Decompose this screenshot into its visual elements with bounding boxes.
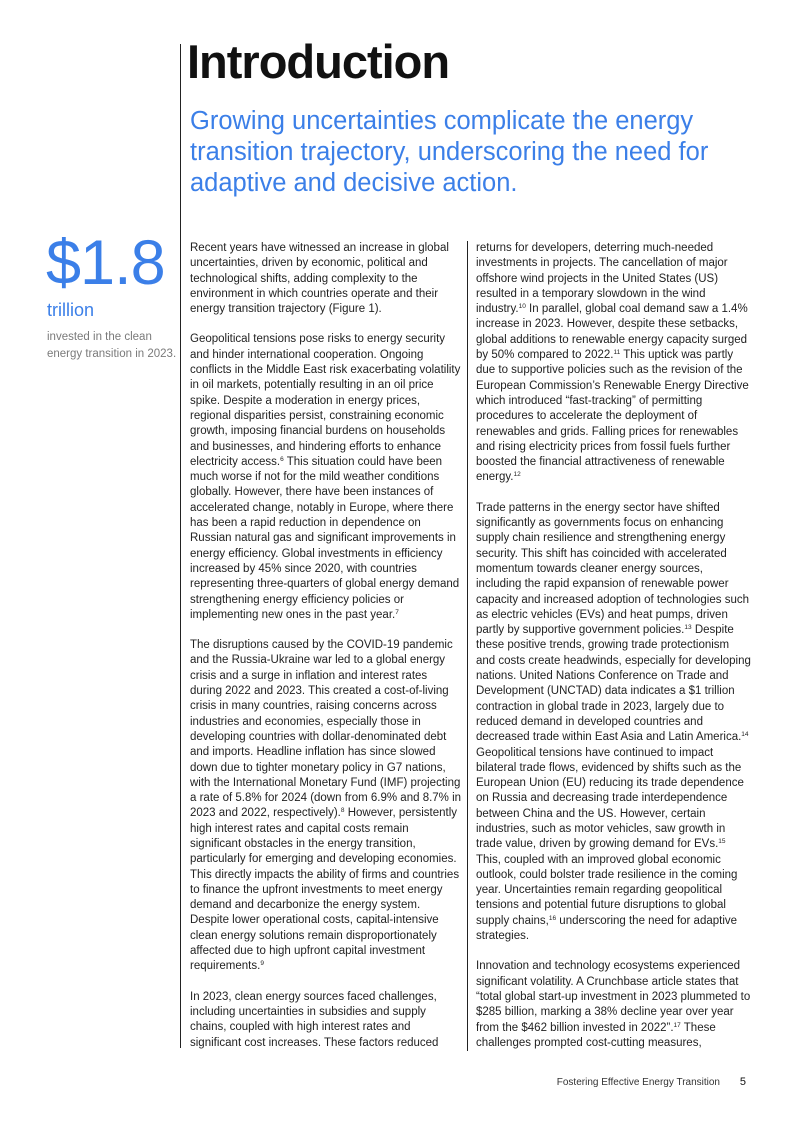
- page-title: Introduction: [187, 35, 450, 88]
- footer-title: Fostering Effective Energy Transition: [556, 1077, 720, 1088]
- paragraph: Geopolitical tensions pose risks to energy security and hinder international cooperation. Ongoing conflicts in the Middle East risk exacerbating volatility in oil markets, potentially resulting in an oil price spike. Despite a moderation in energy prices, regional disparities persist, constraining economic growth, imposing financial burdens on households and businesses, and hindering efforts to enhance electricity access.$^6$ This situation could have been much worse if not for the mild weather conditions globally. However, there have been instances of accelerated change, notably in Europe, where there has been a rapid reduction in dependence on Russian natural gas and significant improvements in energy efficiency. Global investments in efficiency increased by 45% since 2020, with countries representing three-quarters of global energy demand strengthening energy efficiency policies or implementing new ones in the past year.$^7$: [190, 333, 461, 621]
- stat-value: $1.8: [46, 228, 165, 298]
- footnote-ref[interactable]: 8: [340, 807, 345, 815]
- footnote-ref[interactable]: 17: [673, 1021, 681, 1029]
- paragraph: returns for developers, deterring much-needed investments in projects. The cancellation of major offshore wind projects in the United States (US) resulted in a temporary slowdown in the wind industry.$^{10}$ In parallel, global coal demand saw a 1.4% increase in 2023. However, despite these setbacks, global additions to renewable energy capacity surged by 50% compared to 2022.11 This uptick was partly due to supportive policies such as the revision of the European Commission’s Renewable Energy Directive which introduced “fast-tracking” of permitting procedures to accelerate the deployment of renewables and grids. Falling prices for renewables and rising electricity prices from fossil fuels further boosted the financial attractiveness of renewable energy.$^{12}$: [476, 242, 749, 484]
- page-subtitle: Growing uncertainties complicate the energy transition trajectory, underscoring the need for adaptive and decisive action.: [190, 107, 709, 197]
- vertical-rule: [180, 44, 181, 1048]
- column-divider: [467, 241, 468, 1051]
- footnote-ref[interactable]: 11: [613, 349, 621, 357]
- paragraph: The disruptions caused by the COVID-19 pandemic and the Russia-Ukraine war led to a global energy crisis and a surge in inflation and interest rates during 2022 and 2023. This created a cost-of-living crisis in many countries, raising concerns across industries and economies, especially those in developing countries with dollar-denominated debt and imports. Headline inflation has since slowed down due to tighter monetary policy in G7 nations, with the International Monetary Fund (IMF) projecting a rate of 5.8% for 2024 (down from 6.9% and 8.7% in 2023 and 2022, respectively).$^8$ However, persistently high interest rates and capital costs remain significant obstacles in the energy transition, particularly for emerging and developing economies. This directly impacts the ability of firms and countries to finance the upfront investments to meet energy demand and decarbonize the energy system. Despite lower operational costs, capital-intensive clean energy solutions remain disproportionately affected due to high upfront capital investment requirements.$^9$: [190, 639, 462, 973]
- footnote-ref[interactable]: 16: [548, 914, 557, 922]
- footnote-ref[interactable]: 6: [280, 455, 284, 463]
- footnote-ref[interactable]: 7: [395, 608, 399, 616]
- footnote-ref[interactable]: 14: [741, 731, 749, 739]
- paragraph: Trade patterns in the energy sector have shifted significantly as governments focus on enhancing supply chain resilience and strengthening energy security. This shift has coincided with accelerated momentum towards cleaner energy sources, including the rapid expansion of renewable power capacity and increased adoption of technologies such as electric vehicles (EVs) and heat pumps, driven partly by supportive government policies.$^{13}$ Despite these positive trends, growing trade protectionism and costs create headwinds, especially for developing nations. United Nations Conference on Trade and Development (UNCTAD) data indicates a $1 trillion contraction in global trade in 2023, largely due to reduced demand in developed countries and decreased trade within East Asia and Latin America.$^{14}$ Geopolitical tensions have continued to impact bilateral trade flows, evidenced by shifts such as the European Union (EU) reducing its trade dependence on Russia and decreasing trade interdependence between China and the US. However, certain industries, such as motor vehicles, saw growth in trade value, driven by growing demand for EVs.$^{15}$ This, coupled with an improved global economic outlook, could bolster trade resilience in the coming year. Uncertainties remain regarding geopolitical tensions and potential future disruptions to global supply chains,$^{16}$ underscoring the need for adaptive strategies.: [476, 501, 751, 943]
- left-column: [190, 241, 462, 1066]
- paragraph: Innovation and technology ecosystems experienced significant volatility. A Crunchbase article states that “total global start-up investment in 2023 plummeted to $285 billion, marking a 38% decline year over year from the $462 billion invested in 2022”.$^{17}$ These challenges prompted cost-cutting measures,: [476, 960, 751, 1049]
- stat-description: invested in the clean energy transition in 2023.: [47, 331, 177, 360]
- footnote-ref[interactable]: 13: [684, 624, 692, 632]
- footnote-ref[interactable]: 15: [718, 838, 726, 846]
- footnote-ref[interactable]: 12: [513, 471, 521, 479]
- stat-unit: trillion: [47, 300, 95, 320]
- paragraph: Recent years have witnessed an increase in global uncertainties, driven by economic, political and technological shifts, adding complexity to the environment in which countries operate and their energy transition trajectory (Figure 1).: [190, 242, 449, 316]
- page-number: 5: [739, 1076, 746, 1088]
- paragraph: In 2023, clean energy sources faced challenges, including uncertainties in subsidies and supply chains, coupled with high interest rates and significant cost increases. These factors reduced: [190, 990, 439, 1049]
- footnote-ref[interactable]: 9: [260, 960, 264, 968]
- footnote-ref[interactable]: 10: [518, 303, 526, 311]
- right-column: [476, 241, 751, 1066]
